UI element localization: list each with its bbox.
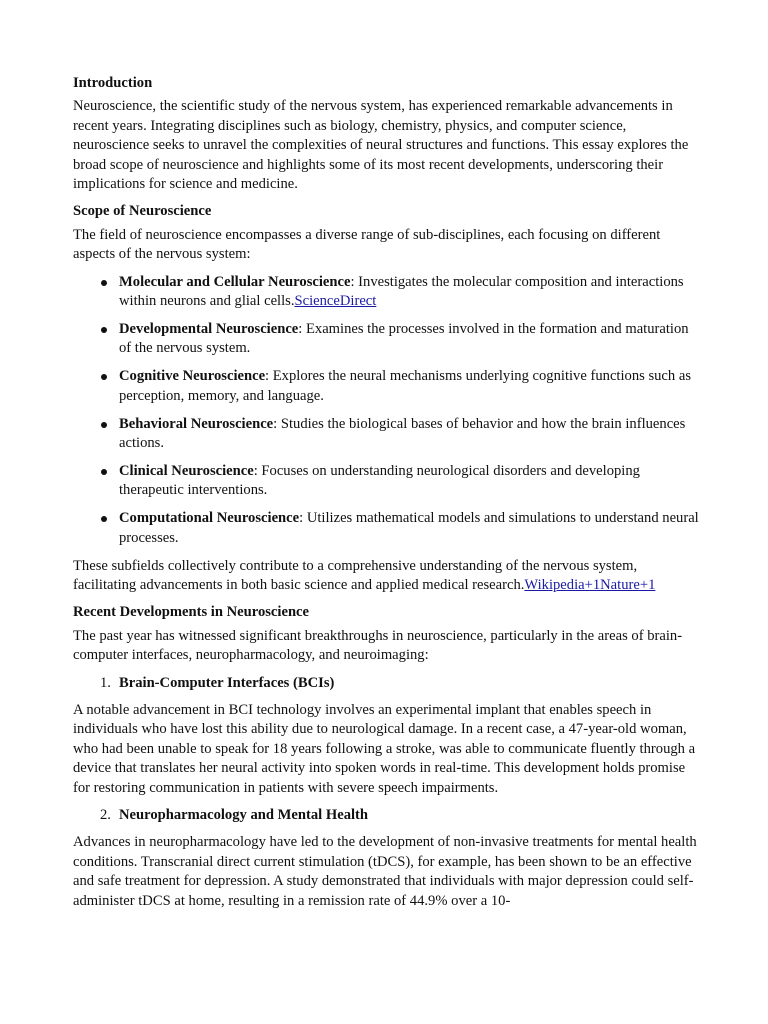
list-item xyxy=(119,367,703,406)
numbered-list-neuropharmacology xyxy=(73,806,703,825)
recent-lead: The past year has witnessed significant breakthroughs in neuroscience, particularly in the areas of brain-computer interfaces, neuropharmacology, and neuroimaging: xyxy=(73,627,683,664)
list-item xyxy=(119,320,703,359)
list-item xyxy=(119,462,703,501)
bullet-icon xyxy=(101,280,107,286)
list-item xyxy=(119,509,703,548)
intro-paragraph: Neuroscience, the scientific study of the nervous system, has experienced remarkable advancements in recent years. Integrating disciplines such as biology, chemistry, physics, and computer science, neuroscience seeks to unravel the complexities of neural structures and functions. This essay explores the broad scope of neuroscience and highlights some of its most recent developments, underscoring their implications for science and medicine. xyxy=(73,98,689,193)
wikipedia-nature-link[interactable]: Wikipedia+1Nature+1 xyxy=(524,576,656,593)
list-item xyxy=(73,806,703,825)
scope-lead: The field of neuroscience encompasses a diverse range of sub-disciplines, each focusing on different aspects of the nervous system: xyxy=(73,226,661,263)
item-text: : Focuses on understanding neurological disorders and developing therapeutic interventions. xyxy=(119,462,640,499)
bullet-icon xyxy=(101,374,107,380)
document-page xyxy=(73,74,703,919)
item-term: Developmental Neuroscience xyxy=(119,320,299,337)
bullet-icon xyxy=(101,516,107,522)
item-term: Behavioral Neuroscience xyxy=(119,415,274,432)
item-term: Clinical Neuroscience xyxy=(119,462,254,479)
list-item xyxy=(119,273,703,312)
scope-closing xyxy=(73,557,703,596)
closing-text: These subfields collectively contribute to a comprehensive understanding of the nervous system, facilitating advancements in both basic science and applied medical research. xyxy=(73,557,638,593)
bullet-icon xyxy=(101,422,107,428)
section-title: Brain-Computer Interfaces (BCIs) xyxy=(119,674,335,691)
bci-paragraph: A notable advancement in BCI technology involves an experimental implant that enables speech in individuals who have lost this ability due to neurological damage. In a recent case, a 47-year-old woman, who had been unable to speak for 18 years following a stroke, was able to communicate fluently through a device that translates her neural activity into spoken words in real-time. This development holds promise for restoring communication in patients with severe speech impairments. xyxy=(73,701,696,796)
item-text: : Studies the biological bases of behavior and how the brain influences actions. xyxy=(119,415,686,451)
list-item xyxy=(119,415,703,454)
item-term: Cognitive Neuroscience xyxy=(119,368,266,385)
list-number: 2. xyxy=(100,807,111,823)
item-text: : Explores the neural mechanisms underlying cognitive functions such as perception, memory, and language. xyxy=(119,368,692,404)
item-text: : Examines the processes involved in the formation and maturation of the nervous system. xyxy=(119,320,689,357)
neuropharmacology-paragraph: Advances in neuropharmacology have led to the development of non-invasive treatments for mental health conditions. Transcranial direct current stimulation (tDCS), for example, has been shown to be an effective and safe treatment for depression. A study demonstrated that individuals with major depression could self-administer tDCS at home, resulting in a remission rate of 44.9% over a 10- xyxy=(73,834,697,909)
item-term: Molecular and Cellular Neuroscience xyxy=(119,273,351,290)
bullet-icon xyxy=(101,469,107,475)
item-text: : Utilizes mathematical models and simulations to understand neural processes. xyxy=(119,510,699,546)
section-title: Neuropharmacology and Mental Health xyxy=(119,807,369,823)
item-text: : Investigates the molecular composition and interactions within neurons and glial cells. xyxy=(119,273,684,310)
sciencedirect-link[interactable]: ScienceDirect xyxy=(294,293,377,310)
bullet-icon xyxy=(101,327,107,333)
intro-heading: Introduction xyxy=(73,75,153,91)
numbered-list-bci xyxy=(73,674,703,693)
list-number: 1. xyxy=(100,674,111,691)
recent-heading: Recent Developments in Neuroscience xyxy=(73,604,310,621)
scope-heading: Scope of Neuroscience xyxy=(73,203,212,220)
list-item xyxy=(73,674,703,693)
item-term: Computational Neuroscience xyxy=(119,510,300,527)
subdiscipline-list xyxy=(73,273,703,548)
